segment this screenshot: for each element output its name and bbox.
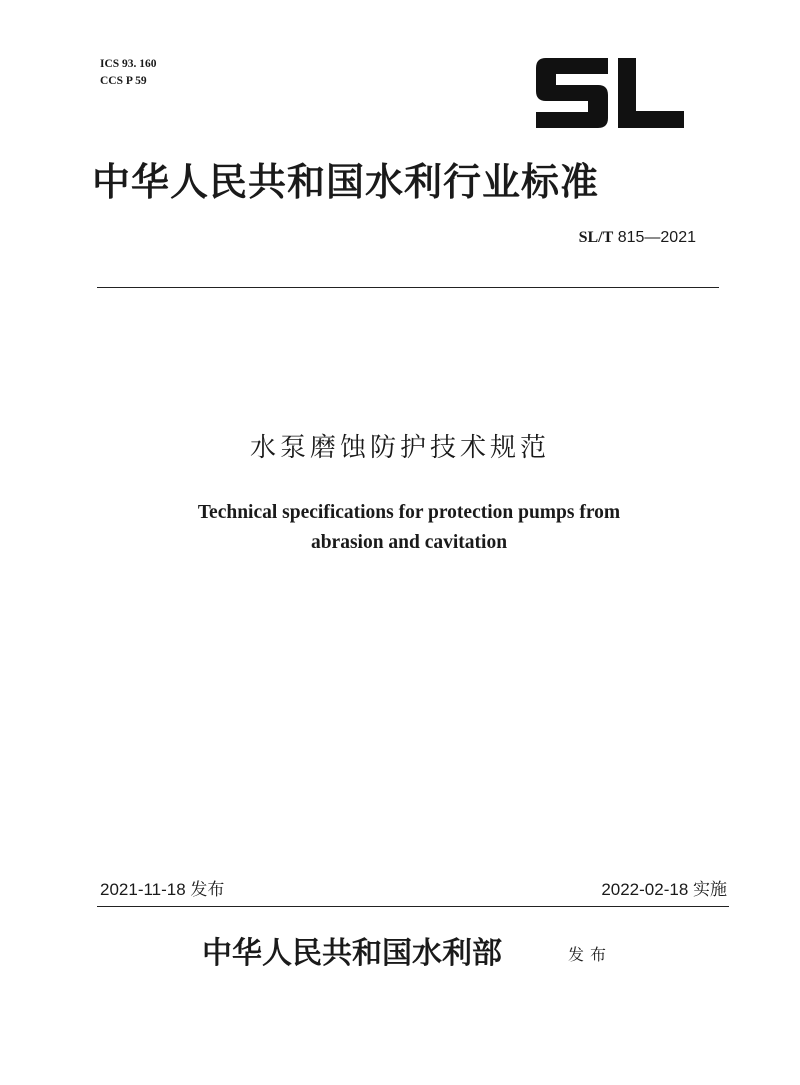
sl-logo xyxy=(536,58,684,128)
classification-codes xyxy=(100,56,157,90)
publisher-name: 中华人民共和国水利部 xyxy=(202,936,502,971)
title-english-line1: Technical specifications for protection pumps from xyxy=(197,502,621,523)
title-english-line2: abrasion and cavitation xyxy=(310,532,508,553)
sl-logo-l xyxy=(618,58,684,128)
standard-number xyxy=(579,229,696,247)
ics-code: ICS 93. 160 xyxy=(100,58,157,70)
standard-prefix: SL/T xyxy=(578,229,614,246)
title-english xyxy=(0,498,800,558)
bottom-divider xyxy=(97,906,729,907)
title-chinese: 水泵磨蚀防护技术规范 xyxy=(249,433,550,463)
implementation-date: 2022-02-18 实施 xyxy=(601,880,727,899)
standard-code: 815—2021 xyxy=(617,229,696,246)
issue-date: 2021-11-18 发布 xyxy=(100,880,225,899)
publisher-action: 发布 xyxy=(568,945,613,964)
top-divider xyxy=(97,287,719,288)
org-title: 中华人民共和国水利行业标准 xyxy=(92,160,600,204)
sl-logo-s xyxy=(536,58,608,128)
ccs-code: CCS P 59 xyxy=(100,75,147,87)
